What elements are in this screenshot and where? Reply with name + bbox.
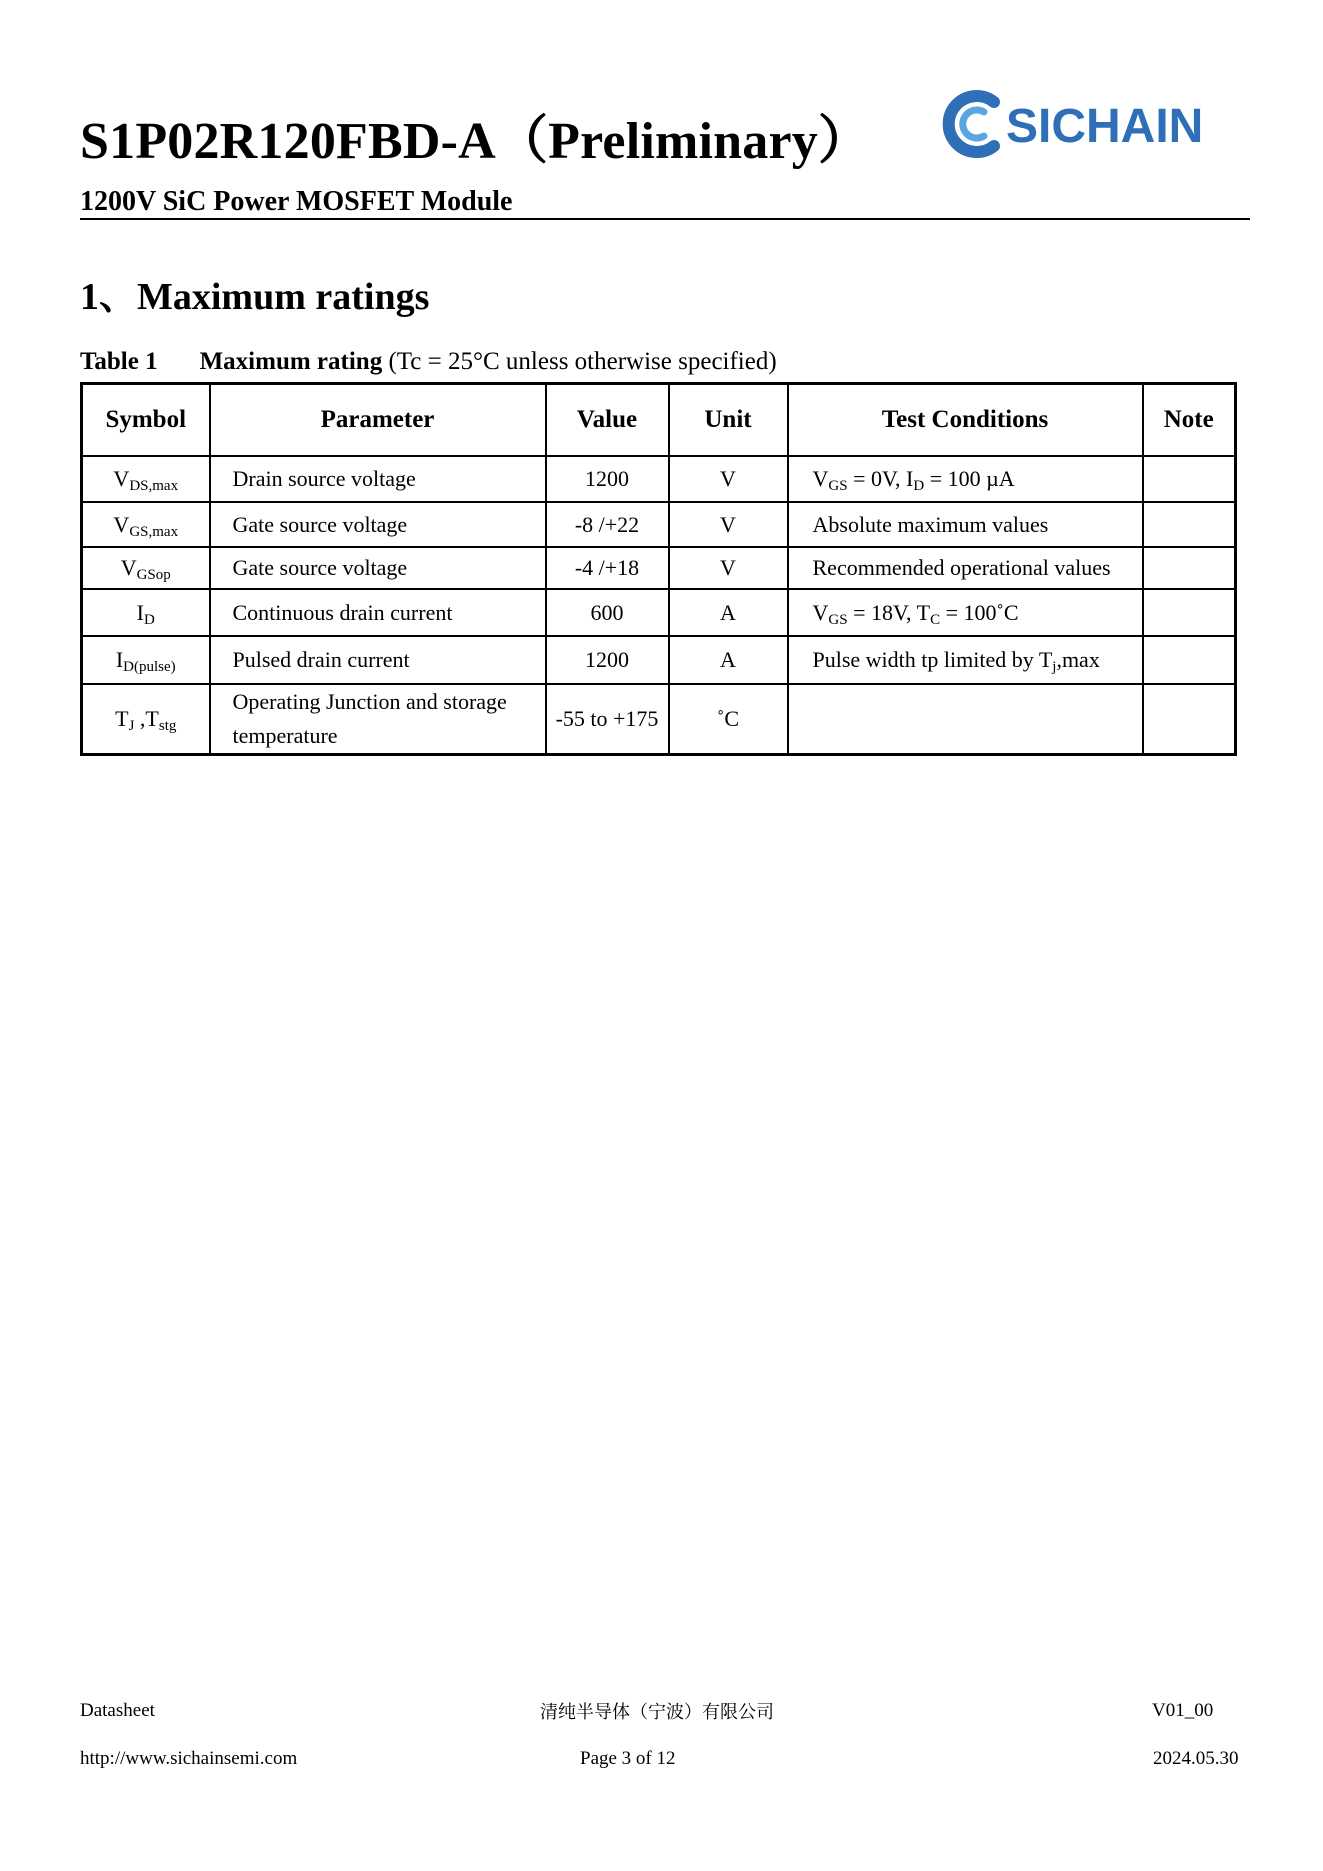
table-row: [82, 547, 1236, 589]
value-cell: 600: [546, 589, 669, 636]
unit-cell: A: [669, 589, 788, 636]
note-cell: [1143, 589, 1236, 636]
parameter-cell: Drain source voltage: [210, 456, 546, 502]
unit-cell: A: [669, 636, 788, 684]
symbol-cell: $I_{D(pulse)}$: [82, 636, 210, 684]
parameter-cell: Pulsed drain current: [210, 636, 546, 684]
unit-cell: ˚C: [669, 684, 788, 755]
unit-cell: V: [669, 456, 788, 502]
parameter-cell: Continuous drain current: [210, 589, 546, 636]
table-caption: [80, 348, 777, 376]
note-cell: [1143, 547, 1236, 589]
footer-doc-type: Datasheet: [80, 1700, 155, 1721]
value-cell: 1200: [546, 636, 669, 684]
unit-cell: V: [669, 502, 788, 547]
parameter-cell: Gate source voltage: [210, 547, 546, 589]
table-header-row: [82, 384, 1236, 457]
column-header: Value: [546, 384, 669, 457]
column-header: Parameter: [210, 384, 546, 457]
table-row: [82, 456, 1236, 502]
table-caption-note: (Tc = 25°C unless otherwise specified): [388, 348, 777, 375]
test-conditions-cell: Recommended operational values: [788, 547, 1143, 589]
symbol-cell: $V_{DS,max}$: [82, 456, 210, 502]
table-row: [82, 684, 1236, 755]
symbol-cell: $T_J$ $,T_{stg}$: [82, 684, 210, 755]
value-cell: -8 /+22: [546, 502, 669, 547]
footer-version: V01_00: [1152, 1700, 1214, 1721]
logo-wordmark: SICHAIN: [1006, 100, 1204, 153]
section-heading: 1、Maximum ratings: [80, 276, 430, 318]
unit-cell: V: [669, 547, 788, 589]
column-header: Test Conditions: [788, 384, 1143, 457]
value-cell: -4 /+18: [546, 547, 669, 589]
test-conditions-cell: $V_{GS} = 0V$, $I_D = 100$ µA: [788, 456, 1143, 502]
header-divider: [80, 218, 1250, 220]
table-row: [82, 589, 1236, 636]
maximum-ratings-table: [80, 382, 1237, 756]
parameter-cell: Gate source voltage: [210, 502, 546, 547]
document-title: S1P02R120FBD-A（Preliminary）: [80, 113, 871, 170]
value-cell: -55 to +175: [546, 684, 669, 755]
column-header: Symbol: [82, 384, 210, 457]
note-cell: [1143, 684, 1236, 755]
test-conditions-cell: [788, 684, 1143, 755]
table-row: [82, 636, 1236, 684]
test-conditions-cell: Absolute maximum values: [788, 502, 1143, 547]
table-caption-title: Maximum rating: [199, 348, 383, 375]
column-header: Note: [1143, 384, 1236, 457]
note-cell: [1143, 456, 1236, 502]
symbol-cell: $V_{GSop}$: [82, 547, 210, 589]
footer-company-name: 清纯半导体（宁波）有限公司: [540, 1702, 774, 1723]
table-caption-label: Table 1: [80, 348, 158, 375]
symbol-cell: $V_{GS,max}$: [82, 502, 210, 547]
value-cell: 1200: [546, 456, 669, 502]
document-subtitle: 1200V SiC Power MOSFET Module: [80, 186, 513, 217]
test-conditions-cell: Pulse width tp limited by $T_j,\max$: [788, 636, 1143, 684]
note-cell: [1143, 636, 1236, 684]
test-conditions-cell: $V_{GS} = 18V$, $T_C$ = 100˚C: [788, 589, 1143, 636]
table-row: [82, 502, 1236, 547]
logo-mark-icon: [932, 84, 1232, 164]
footer-date: 2024.05.30: [1153, 1748, 1239, 1769]
parameter-cell: Operating Junction and storage temperature: [210, 684, 546, 755]
note-cell: [1143, 502, 1236, 547]
company-logo: [932, 84, 1232, 164]
column-header: Unit: [669, 384, 788, 457]
footer-page-number: Page 3 of 12: [580, 1748, 676, 1769]
footer-website-link[interactable]: http://www.sichainsemi.com: [80, 1748, 298, 1769]
symbol-cell: $I_D$: [82, 589, 210, 636]
